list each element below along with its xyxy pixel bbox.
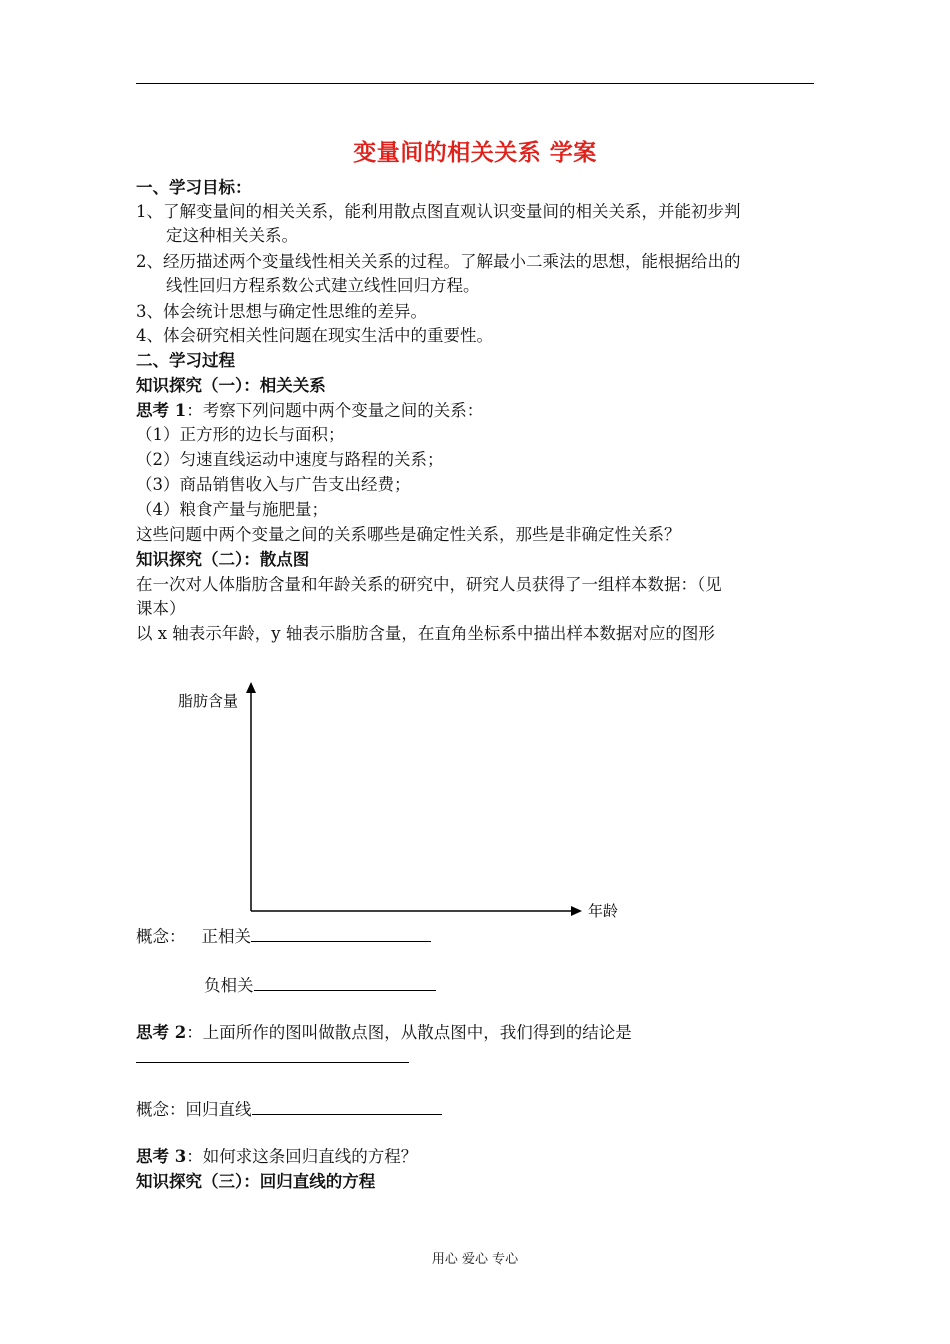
section-heading-goals: 一、学习目标： [136, 178, 252, 197]
concept-regression [136, 1096, 442, 1122]
x-axis-arrow [571, 906, 582, 916]
think-3-label: 思考 3 [136, 1147, 187, 1166]
positive-blank[interactable] [251, 923, 431, 942]
negative-blank[interactable] [254, 972, 436, 991]
page-title: 变量间的相关关系 学案 [353, 139, 597, 166]
page-footer: 用心 爱心 专心 [431, 1252, 519, 1267]
paragraph-2: 以 x 轴表示年龄，y 轴表示脂肪含量，在直角坐标系中描出样本数据对应的图形 [136, 624, 715, 643]
concept-label: 概念： [136, 927, 186, 946]
question-3: （3）商品销售收入与广告支出经费； [136, 475, 411, 494]
concept-positive [136, 923, 431, 949]
question-1: （1）正方形的边长与面积； [136, 425, 345, 444]
y-axis-label: 脂肪含量 [178, 692, 239, 710]
paragraph-1-line-1: 在一次对人体脂肪含量和年龄关系的研究中，研究人员获得了一组样本数据：（见 [136, 575, 722, 594]
section-heading-process: 二、学习过程 [136, 351, 235, 370]
x-axis-label: 年龄 [588, 902, 619, 920]
think-2-text: ：上面所作的图叫做散点图，从散点图中，我们得到的结论是 [186, 1023, 632, 1042]
negative-label: 负相关 [204, 976, 254, 995]
explore-heading-2: 知识探究（二）：散点图 [136, 550, 310, 569]
think-1-label: 思考 1 [136, 401, 187, 420]
y-axis-arrow [246, 682, 256, 693]
think-2-blank[interactable] [136, 1062, 409, 1063]
explore-heading-3: 知识探究（三）：回归直线的方程 [136, 1172, 376, 1191]
regression-blank[interactable] [252, 1096, 442, 1115]
goal-3: 3、体会统计思想与确定性思维的差异。 [136, 302, 427, 321]
concept-negative [204, 972, 436, 998]
explore-heading-1: 知识探究（一）：相关关系 [136, 376, 326, 395]
goal-1-line-1: 1、了解变量间的相关关系，能利用散点图直观认识变量间的相关关系，并能初步判 [136, 202, 741, 221]
goal-4: 4、体会研究相关性问题在现实生活中的重要性。 [136, 326, 493, 345]
think-3 [136, 1145, 417, 1169]
question-4: （4）粮食产量与施肥量； [136, 500, 328, 519]
positive-label: 正相关 [201, 927, 251, 946]
question-2: （2）匀速直线运动中速度与路程的关系； [136, 450, 444, 469]
think-3-text: ：如何求这条回归直线的方程？ [186, 1147, 418, 1166]
think-2 [136, 1021, 632, 1045]
goal-2-line-2: 线性回归方程系数公式建立线性回归方程。 [166, 276, 480, 295]
think-1-text: ：考察下列问题中两个变量之间的关系： [186, 401, 484, 420]
paragraph-1-line-2: 课本） [136, 599, 186, 618]
goal-2-line-1: 2、经历描述两个变量线性相关关系的过程。了解最小二乘法的思想，能根据给出的 [136, 252, 741, 271]
question-summary: 这些问题中两个变量之间的关系哪些是确定性关系，那些是非确定性关系？ [136, 525, 681, 544]
regression-label: 概念：回归直线 [136, 1100, 252, 1119]
think-2-label: 思考 2 [136, 1023, 187, 1042]
goal-1-line-2: 定这种相关关系。 [166, 226, 298, 245]
